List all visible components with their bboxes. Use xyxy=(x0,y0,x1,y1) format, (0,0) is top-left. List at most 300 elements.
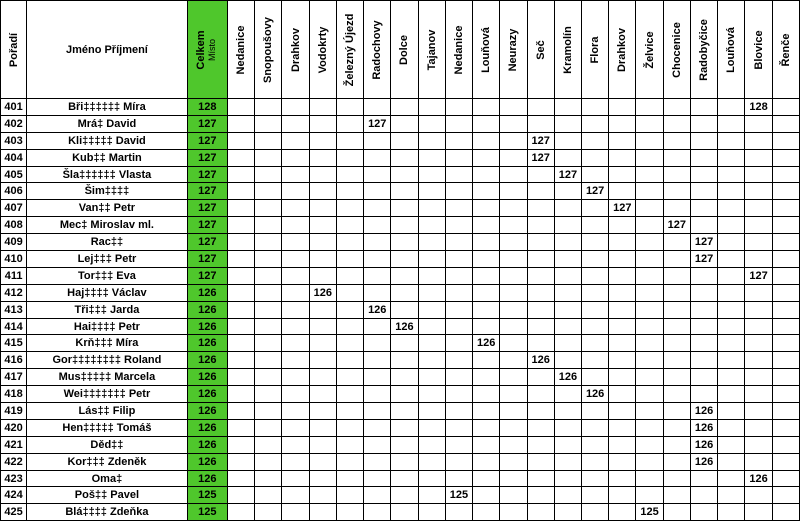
place-cell xyxy=(663,318,690,335)
place-cell xyxy=(609,183,636,200)
place-header xyxy=(554,1,581,99)
place-cell xyxy=(745,284,772,301)
place-header xyxy=(582,1,609,99)
place-cell xyxy=(500,318,527,335)
place-cell xyxy=(445,335,472,352)
place-cell xyxy=(609,403,636,420)
rank-cell: 420 xyxy=(1,419,27,436)
place-cell xyxy=(772,115,799,132)
place-cell xyxy=(745,132,772,149)
place-header-label: Vodokrty xyxy=(316,26,329,73)
place-cell xyxy=(554,335,581,352)
place-cell xyxy=(309,386,336,403)
total-cell: 125 xyxy=(187,487,227,504)
place-cell xyxy=(663,403,690,420)
name-cell: Lás‡‡ Filip xyxy=(27,403,187,420)
place-header xyxy=(500,1,527,99)
place-cell xyxy=(609,99,636,116)
place-cell xyxy=(227,504,254,521)
place-cell xyxy=(554,234,581,251)
place-cell xyxy=(336,132,363,149)
place-cell xyxy=(336,183,363,200)
place-cell xyxy=(718,217,745,234)
place-cell xyxy=(336,335,363,352)
place-cell xyxy=(690,301,717,318)
place-cell xyxy=(663,115,690,132)
rank-header-label: Pořadí xyxy=(7,32,20,67)
total-header-label xyxy=(196,30,218,69)
place-cell xyxy=(445,115,472,132)
place-cell xyxy=(636,115,663,132)
place-cell xyxy=(554,419,581,436)
place-cell xyxy=(282,487,309,504)
place-cell xyxy=(227,369,254,386)
place-header xyxy=(718,1,745,99)
rank-cell: 412 xyxy=(1,284,27,301)
place-cell xyxy=(418,403,445,420)
place-cell xyxy=(554,436,581,453)
place-cell: 125 xyxy=(636,504,663,521)
place-cell xyxy=(636,284,663,301)
place-cell xyxy=(364,318,391,335)
place-cell xyxy=(391,183,418,200)
place-cell xyxy=(473,200,500,217)
place-cell xyxy=(718,251,745,268)
place-cell xyxy=(473,470,500,487)
place-cell xyxy=(609,267,636,284)
place-cell xyxy=(391,99,418,116)
place-cell xyxy=(364,132,391,149)
place-cell xyxy=(609,217,636,234)
place-cell xyxy=(609,504,636,521)
place-cell xyxy=(745,166,772,183)
place-cell xyxy=(282,200,309,217)
place-cell xyxy=(418,200,445,217)
place-cell xyxy=(718,453,745,470)
place-header-label: Flora xyxy=(589,36,602,63)
place-cell: 126 xyxy=(473,335,500,352)
place-cell xyxy=(500,115,527,132)
place-cell xyxy=(227,115,254,132)
place-cell xyxy=(445,403,472,420)
place-cell xyxy=(445,217,472,234)
place-cell: 128 xyxy=(745,99,772,116)
place-cell xyxy=(554,301,581,318)
name-cell: Rac‡‡ xyxy=(27,234,187,251)
place-cell xyxy=(745,504,772,521)
place-cell xyxy=(282,419,309,436)
place-cell xyxy=(582,504,609,521)
table-row xyxy=(1,436,800,453)
place-cell xyxy=(772,369,799,386)
place-cell xyxy=(527,436,554,453)
place-cell xyxy=(636,267,663,284)
place-cell xyxy=(690,470,717,487)
place-cell: 126 xyxy=(745,470,772,487)
place-cell xyxy=(582,200,609,217)
place-cell xyxy=(364,166,391,183)
place-cell xyxy=(527,403,554,420)
place-cell xyxy=(255,217,282,234)
total-cell: 126 xyxy=(187,436,227,453)
place-cell xyxy=(282,453,309,470)
rank-cell: 410 xyxy=(1,251,27,268)
place-cell xyxy=(609,436,636,453)
place-cell xyxy=(391,149,418,166)
total-cell: 127 xyxy=(187,183,227,200)
total-cell: 127 xyxy=(187,217,227,234)
place-cell xyxy=(582,369,609,386)
place-cell xyxy=(445,284,472,301)
name-cell: Mec‡ Miroslav ml. xyxy=(27,217,187,234)
place-cell xyxy=(636,487,663,504)
place-cell xyxy=(418,453,445,470)
total-cell: 127 xyxy=(187,267,227,284)
place-cell xyxy=(255,267,282,284)
place-cell xyxy=(582,267,609,284)
place-cell xyxy=(500,217,527,234)
place-header-label: Řenče xyxy=(779,32,792,67)
name-cell: Kli‡‡‡‡‡ David xyxy=(27,132,187,149)
name-cell: Tři‡‡‡ Jarda xyxy=(27,301,187,318)
place-cell xyxy=(745,200,772,217)
total-header-subtitle: Místo xyxy=(207,38,218,61)
place-cell xyxy=(636,251,663,268)
place-cell xyxy=(745,149,772,166)
rank-cell: 413 xyxy=(1,301,27,318)
place-cell xyxy=(500,132,527,149)
place-cell xyxy=(227,352,254,369)
total-cell: 126 xyxy=(187,301,227,318)
table-row xyxy=(1,301,800,318)
place-cell xyxy=(663,369,690,386)
place-cell xyxy=(418,267,445,284)
place-cell xyxy=(309,335,336,352)
place-cell xyxy=(772,403,799,420)
table-row xyxy=(1,200,800,217)
place-cell xyxy=(718,318,745,335)
place-header-label: Louňová xyxy=(480,26,493,73)
place-cell xyxy=(336,200,363,217)
place-cell xyxy=(282,234,309,251)
place-cell xyxy=(473,217,500,234)
name-cell: Haj‡‡‡‡ Václav xyxy=(27,284,187,301)
place-cell xyxy=(255,335,282,352)
place-cell xyxy=(745,335,772,352)
place-header xyxy=(255,1,282,99)
place-cell xyxy=(554,132,581,149)
place-cell xyxy=(391,403,418,420)
place-cell xyxy=(690,318,717,335)
place-cell xyxy=(473,386,500,403)
place-cell xyxy=(418,504,445,521)
place-header-label: Radobyčice xyxy=(698,18,711,81)
place-cell xyxy=(772,99,799,116)
place-header xyxy=(309,1,336,99)
place-cell xyxy=(282,149,309,166)
place-cell xyxy=(364,470,391,487)
place-cell xyxy=(745,352,772,369)
place-cell xyxy=(336,267,363,284)
place-cell xyxy=(663,470,690,487)
place-cell xyxy=(500,149,527,166)
place-cell xyxy=(718,234,745,251)
place-cell xyxy=(527,200,554,217)
name-header: Jméno Příjmení xyxy=(27,1,187,99)
place-cell xyxy=(445,301,472,318)
table-row xyxy=(1,403,800,420)
place-cell xyxy=(554,487,581,504)
place-cell xyxy=(227,318,254,335)
place-cell xyxy=(309,369,336,386)
place-cell xyxy=(364,183,391,200)
place-cell xyxy=(445,234,472,251)
place-cell xyxy=(527,369,554,386)
place-cell xyxy=(690,149,717,166)
total-cell: 127 xyxy=(187,115,227,132)
place-cell xyxy=(445,200,472,217)
place-header-label: Kramolín xyxy=(561,25,574,74)
place-header xyxy=(391,1,418,99)
place-cell xyxy=(500,352,527,369)
place-cell xyxy=(582,217,609,234)
place-cell xyxy=(772,183,799,200)
rank-cell: 422 xyxy=(1,453,27,470)
table-row xyxy=(1,183,800,200)
table-row xyxy=(1,386,800,403)
place-cell xyxy=(391,335,418,352)
place-cell xyxy=(473,115,500,132)
place-cell xyxy=(473,301,500,318)
place-cell xyxy=(227,183,254,200)
place-cell xyxy=(255,284,282,301)
place-cell xyxy=(609,352,636,369)
table-row xyxy=(1,453,800,470)
place-header-label: Tajanov xyxy=(425,29,438,70)
place-header-label: Drahkov xyxy=(616,27,629,72)
place-cell xyxy=(282,267,309,284)
table-row xyxy=(1,419,800,436)
place-cell: 127 xyxy=(663,217,690,234)
place-cell xyxy=(282,470,309,487)
place-cell xyxy=(418,419,445,436)
place-cell xyxy=(364,99,391,116)
place-cell xyxy=(772,166,799,183)
place-cell xyxy=(609,115,636,132)
place-cell xyxy=(527,166,554,183)
place-cell xyxy=(609,149,636,166)
place-cell xyxy=(473,183,500,200)
place-cell xyxy=(663,284,690,301)
total-cell: 127 xyxy=(187,200,227,217)
place-cell xyxy=(418,487,445,504)
place-cell xyxy=(282,217,309,234)
place-cell xyxy=(391,453,418,470)
place-cell xyxy=(364,436,391,453)
place-cell xyxy=(718,149,745,166)
place-cell xyxy=(418,436,445,453)
place-cell xyxy=(473,251,500,268)
place-cell xyxy=(527,318,554,335)
total-cell: 127 xyxy=(187,149,227,166)
total-cell: 128 xyxy=(187,99,227,116)
place-cell xyxy=(418,99,445,116)
header-row xyxy=(1,1,800,99)
place-cell xyxy=(473,318,500,335)
place-header xyxy=(636,1,663,99)
place-cell xyxy=(636,149,663,166)
place-cell xyxy=(227,251,254,268)
place-cell xyxy=(745,234,772,251)
place-cell xyxy=(690,487,717,504)
place-cell xyxy=(500,470,527,487)
place-cell xyxy=(336,251,363,268)
place-cell: 126 xyxy=(527,352,554,369)
place-cell xyxy=(227,166,254,183)
rank-cell: 423 xyxy=(1,470,27,487)
rank-cell: 418 xyxy=(1,386,27,403)
place-cell xyxy=(282,251,309,268)
rank-cell: 405 xyxy=(1,166,27,183)
place-cell: 126 xyxy=(690,436,717,453)
place-cell xyxy=(554,99,581,116)
place-cell xyxy=(309,453,336,470)
place-cell xyxy=(364,504,391,521)
place-cell xyxy=(772,386,799,403)
place-cell xyxy=(473,149,500,166)
place-cell xyxy=(391,419,418,436)
place-cell xyxy=(255,487,282,504)
place-cell xyxy=(718,284,745,301)
place-cell xyxy=(582,301,609,318)
place-cell: 127 xyxy=(745,267,772,284)
place-cell xyxy=(445,132,472,149)
place-cell xyxy=(690,115,717,132)
place-header-label: Neurazy xyxy=(507,28,520,71)
place-cell xyxy=(336,419,363,436)
place-cell xyxy=(282,318,309,335)
place-cell xyxy=(663,99,690,116)
place-cell xyxy=(663,335,690,352)
place-cell xyxy=(527,284,554,301)
place-cell xyxy=(391,301,418,318)
rank-cell: 417 xyxy=(1,369,27,386)
place-cell xyxy=(772,419,799,436)
place-cell xyxy=(582,166,609,183)
place-cell xyxy=(582,470,609,487)
place-cell xyxy=(391,132,418,149)
total-cell: 126 xyxy=(187,284,227,301)
place-cell xyxy=(500,251,527,268)
place-cell xyxy=(227,132,254,149)
place-cell xyxy=(418,217,445,234)
place-cell xyxy=(582,234,609,251)
place-cell xyxy=(500,200,527,217)
place-cell xyxy=(772,284,799,301)
place-cell xyxy=(609,369,636,386)
place-cell xyxy=(336,436,363,453)
place-cell xyxy=(663,234,690,251)
place-cell xyxy=(227,470,254,487)
place-cell xyxy=(391,436,418,453)
place-cell xyxy=(554,318,581,335)
place-cell xyxy=(227,234,254,251)
place-cell xyxy=(473,132,500,149)
place-cell xyxy=(582,318,609,335)
place-cell xyxy=(364,386,391,403)
place-cell xyxy=(745,403,772,420)
place-header xyxy=(527,1,554,99)
rank-header xyxy=(1,1,27,99)
place-cell xyxy=(309,99,336,116)
place-cell xyxy=(391,267,418,284)
place-cell xyxy=(554,251,581,268)
place-cell: 126 xyxy=(690,453,717,470)
place-cell xyxy=(336,301,363,318)
place-cell: 127 xyxy=(582,183,609,200)
name-cell: Bři‡‡‡‡‡‡ Míra xyxy=(27,99,187,116)
place-cell xyxy=(418,183,445,200)
name-cell: Krň‡‡‡ Míra xyxy=(27,335,187,352)
place-cell xyxy=(663,132,690,149)
place-cell xyxy=(255,251,282,268)
table-row xyxy=(1,251,800,268)
place-header xyxy=(364,1,391,99)
place-cell xyxy=(445,352,472,369)
table-row xyxy=(1,166,800,183)
place-cell xyxy=(636,436,663,453)
place-header-label: Seč xyxy=(534,39,547,60)
place-cell xyxy=(636,132,663,149)
place-cell xyxy=(663,352,690,369)
place-cell xyxy=(500,403,527,420)
place-cell xyxy=(527,115,554,132)
place-cell xyxy=(500,335,527,352)
place-cell xyxy=(527,470,554,487)
place-cell xyxy=(663,200,690,217)
name-cell: Van‡‡ Petr xyxy=(27,200,187,217)
rank-cell: 411 xyxy=(1,267,27,284)
name-cell: Lej‡‡‡ Petr xyxy=(27,251,187,268)
place-cell xyxy=(282,284,309,301)
place-cell xyxy=(282,352,309,369)
place-cell: 126 xyxy=(690,403,717,420)
place-cell xyxy=(445,369,472,386)
place-cell xyxy=(772,487,799,504)
name-cell: Mrá‡ David xyxy=(27,115,187,132)
total-header-title: Celkem xyxy=(195,29,208,70)
place-cell xyxy=(527,301,554,318)
place-cell xyxy=(227,267,254,284)
place-cell xyxy=(582,115,609,132)
name-cell: Tor‡‡‡ Eva xyxy=(27,267,187,284)
place-cell xyxy=(609,335,636,352)
place-cell xyxy=(690,386,717,403)
place-cell xyxy=(500,453,527,470)
place-cell xyxy=(336,403,363,420)
name-cell: Oma‡ xyxy=(27,470,187,487)
place-cell xyxy=(445,183,472,200)
place-cell xyxy=(718,504,745,521)
place-cell xyxy=(227,453,254,470)
place-cell xyxy=(309,166,336,183)
place-cell xyxy=(527,487,554,504)
place-cell xyxy=(718,403,745,420)
place-cell xyxy=(336,318,363,335)
name-cell: Hen‡‡‡‡‡ Tomáš xyxy=(27,419,187,436)
rank-cell: 415 xyxy=(1,335,27,352)
place-cell xyxy=(445,318,472,335)
